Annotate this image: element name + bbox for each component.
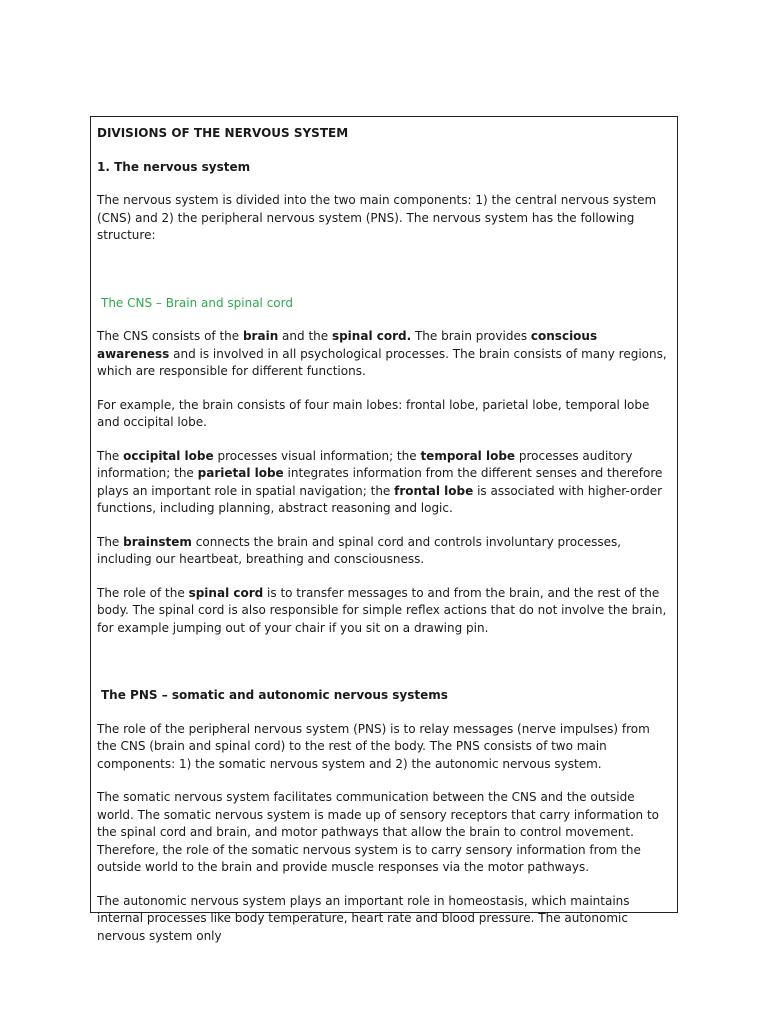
document-title: DIVISIONS OF THE NERVOUS SYSTEM bbox=[97, 126, 349, 140]
intro-paragraph: The nervous system is divided into the two main components: 1) the central nervous system (CNS) and 2) the peripheral nervous system (PNS). The nervous system has the following structure: bbox=[97, 193, 657, 242]
cns-paragraph-3: The occipital lobe processes visual information; the temporal lobe processes auditory information; the parietal lobe integrates information from the different senses and therefore plays an important role in spatial navigation; the frontal lobe is associated with higher-order functions, including planning, abstract reasoning and logic. bbox=[97, 448, 663, 515]
cns-paragraph-5: The role of the spinal cord is to transfer messages to and from the brain, and the rest of the body. The spinal cord is also responsible for simple reflex actions that do not involve the brain, for example jumping out of your chair if you sit on a drawing pin. bbox=[97, 585, 667, 635]
document-content bbox=[97, 125, 671, 945]
cns-heading: The CNS – Brain and spinal cord bbox=[101, 295, 293, 310]
cns-paragraph-4: The brainstem connects the brain and spinal cord and controls involuntary processes, including our heartbeat, breathing and consciousness. bbox=[97, 534, 622, 566]
pns-heading: The PNS – somatic and autonomic nervous systems bbox=[101, 688, 448, 702]
cns-paragraph-1: The CNS consists of the brain and the spinal cord. The brain provides conscious awareness and is involved in all psychological processes. The brain consists of many regions, which are responsible for different functions. bbox=[97, 329, 667, 378]
cns-paragraph-2: For example, the brain consists of four main lobes: frontal lobe, parietal lobe, temporal lobe and occipital lobe. bbox=[97, 397, 650, 429]
pns-paragraph-1: The role of the peripheral nervous system (PNS) is to relay messages (nerve impulses) from the CNS (brain and spinal cord) to the rest of the body. The PNS consists of two main components: 1) the somatic nervous system and 2) the autonomic nervous system. bbox=[97, 721, 650, 771]
pns-paragraph-3: The autonomic nervous system plays an important role in homeostasis, which maintains internal processes like body temperature, heart rate and blood pressure. The autonomic nervous system only bbox=[97, 893, 630, 943]
document-frame bbox=[90, 116, 678, 943]
section-heading: 1. The nervous system bbox=[97, 159, 251, 174]
pns-paragraph-2: The somatic nervous system facilitates communication between the CNS and the outside world. The somatic nervous system is made up of sensory receptors that carry information to the spinal cord and brain, and motor pathways that allow the brain to control movement. Therefore, the role of the somatic nervous system is to carry sensory information from the outside world to the brain and provide muscle responses via the motor pathways. bbox=[97, 790, 660, 874]
